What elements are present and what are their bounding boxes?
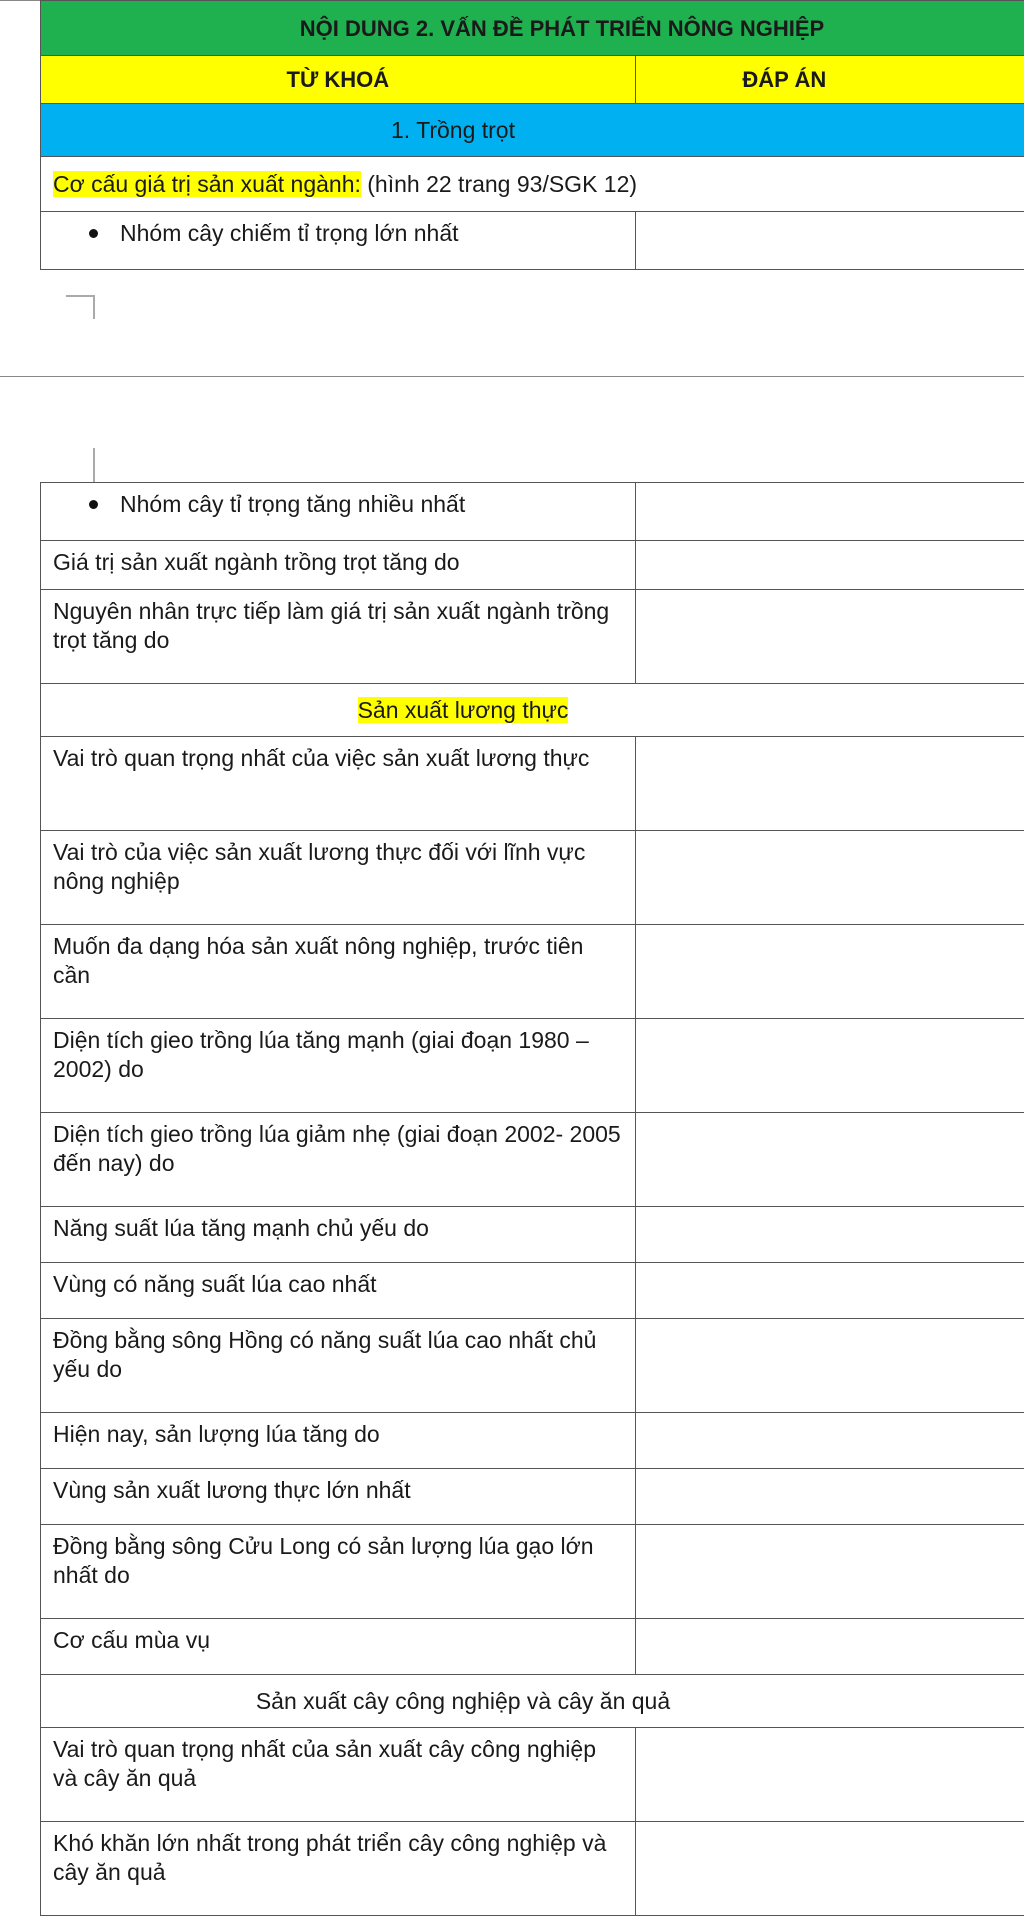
- keyword-cell: Vai trò của việc sản xuất lương thực đối với lĩnh vực nông nghiệp: [41, 831, 636, 925]
- crop-mark: [93, 295, 95, 319]
- keyword-cell: Khó khăn lớn nhất trong phát triển cây công nghiệp và cây ăn quả: [41, 1822, 636, 1916]
- table-row: [41, 541, 1024, 590]
- section-title: 1. Trồng trọt: [41, 104, 1024, 157]
- answer-cell[interactable]: [635, 1319, 1024, 1413]
- keyword-text: Nhóm cây chiếm tỉ trọng lớn nhất: [120, 219, 459, 248]
- table-row: [41, 483, 1024, 541]
- subheader-row: [41, 684, 1024, 737]
- keyword-cell: Đồng bằng sông Cửu Long có sản lượng lúa gạo lớn nhất do: [41, 1525, 636, 1619]
- table-page-2: [40, 482, 1024, 1916]
- answer-cell[interactable]: [635, 1113, 1024, 1207]
- intro-cell: [41, 157, 1024, 212]
- subheader-row: [41, 1675, 1024, 1728]
- table-row: [41, 590, 1024, 684]
- intro-rest: (hình 22 trang 93/SGK 12): [361, 171, 637, 197]
- table-row: [41, 1728, 1024, 1822]
- intro-row: [41, 157, 1024, 212]
- table-row: [41, 1207, 1024, 1263]
- keyword-cell: [41, 212, 636, 270]
- keyword-cell: Vùng sản xuất lương thực lớn nhất: [41, 1469, 636, 1525]
- keyword-cell: Vai trò quan trọng nhất của việc sản xuất lương thực: [41, 737, 636, 831]
- answer-cell[interactable]: [635, 483, 1024, 541]
- keyword-cell: Nguyên nhân trực tiếp làm giá trị sản xuất ngành trồng trọt tăng do: [41, 590, 636, 684]
- table-row: [41, 1525, 1024, 1619]
- table-row: [41, 1413, 1024, 1469]
- answer-cell[interactable]: [635, 1469, 1024, 1525]
- table-page-1: [40, 0, 1024, 270]
- bullet-icon: [89, 500, 98, 509]
- answer-cell[interactable]: [635, 1728, 1024, 1822]
- crop-mark: [93, 448, 95, 482]
- keyword-cell: Đồng bằng sông Hồng có năng suất lúa cao nhất chủ yếu do: [41, 1319, 636, 1413]
- keyword-cell: Cơ cấu mùa vụ: [41, 1619, 636, 1675]
- col-answer-header: ĐÁP ÁN: [635, 56, 1024, 104]
- keyword-text: Nhóm cây tỉ trọng tăng nhiều nhất: [120, 490, 465, 519]
- answer-cell[interactable]: [635, 1413, 1024, 1469]
- table-row: [41, 737, 1024, 831]
- subheader-cell: [41, 684, 1024, 737]
- keyword-cell: Diện tích gieo trồng lúa giảm nhẹ (giai đoạn 2002- 2005 đến nay) do: [41, 1113, 636, 1207]
- keyword-cell: [41, 483, 636, 541]
- keyword-cell: Diện tích gieo trồng lúa tăng mạnh (giai đoạn 1980 – 2002) do: [41, 1019, 636, 1113]
- crop-mark: [66, 295, 94, 297]
- table-row: [41, 1319, 1024, 1413]
- answer-cell[interactable]: [635, 1263, 1024, 1319]
- table-row: [41, 1263, 1024, 1319]
- section-row: [41, 104, 1024, 157]
- answer-cell[interactable]: [635, 1525, 1024, 1619]
- answer-cell[interactable]: [635, 541, 1024, 590]
- column-header-row: [41, 56, 1024, 104]
- answer-cell[interactable]: [635, 1619, 1024, 1675]
- answer-cell[interactable]: [635, 1019, 1024, 1113]
- table-row: [41, 1469, 1024, 1525]
- answer-cell[interactable]: [635, 1822, 1024, 1916]
- keyword-cell: Giá trị sản xuất ngành trồng trọt tăng do: [41, 541, 636, 590]
- subheader-food: Sản xuất lương thực: [358, 697, 569, 723]
- table-row: [41, 1619, 1024, 1675]
- intro-highlight: Cơ cấu giá trị sản xuất ngành:: [53, 171, 361, 197]
- table-row: [41, 1019, 1024, 1113]
- table-title: NỘI DUNG 2. VẤN ĐỀ PHÁT TRIỂN NÔNG NGHIỆP: [41, 1, 1024, 56]
- keyword-cell: Năng suất lúa tăng mạnh chủ yếu do: [41, 1207, 636, 1263]
- keyword-cell: Muốn đa dạng hóa sản xuất nông nghiệp, trước tiên cần: [41, 925, 636, 1019]
- subheader-industrial: Sản xuất cây công nghiệp và cây ăn quả: [41, 1675, 1024, 1728]
- keyword-cell: Vùng có năng suất lúa cao nhất: [41, 1263, 636, 1319]
- page-break: [0, 376, 1024, 377]
- table-row: [41, 212, 1024, 270]
- bullet-icon: [89, 229, 98, 238]
- table-row: [41, 1822, 1024, 1916]
- answer-cell[interactable]: [635, 1207, 1024, 1263]
- title-row: [41, 1, 1024, 56]
- answer-cell[interactable]: [635, 590, 1024, 684]
- keyword-cell: Hiện nay, sản lượng lúa tăng do: [41, 1413, 636, 1469]
- table-row: [41, 925, 1024, 1019]
- table-row: [41, 1113, 1024, 1207]
- keyword-cell: Vai trò quan trọng nhất của sản xuất cây công nghiệp và cây ăn quả: [41, 1728, 636, 1822]
- col-keyword-header: TỪ KHOÁ: [41, 56, 636, 104]
- answer-cell[interactable]: [635, 737, 1024, 831]
- table-row: [41, 831, 1024, 925]
- answer-cell[interactable]: [635, 212, 1024, 270]
- answer-cell[interactable]: [635, 831, 1024, 925]
- answer-cell[interactable]: [635, 925, 1024, 1019]
